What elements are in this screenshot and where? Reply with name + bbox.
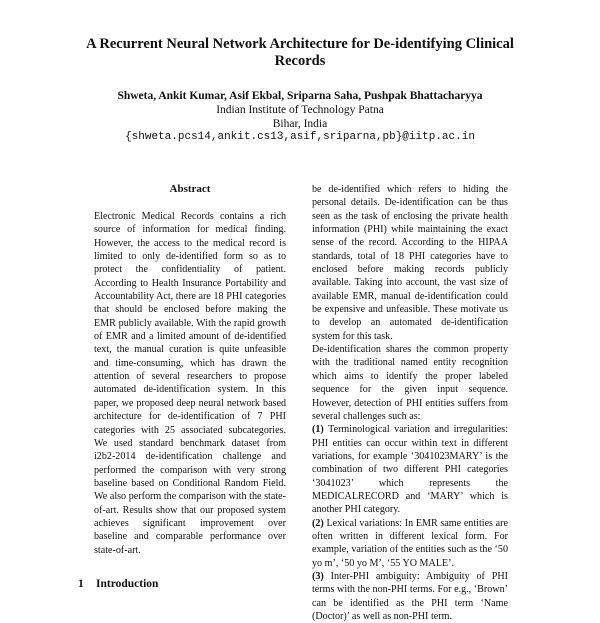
challenge-item-2 [312,517,508,570]
title-line-2: Records [274,53,326,69]
item-2-label: (2) [312,517,324,529]
intro-paragraph-1: be de-identified which refers to hiding the personal details. De-identification can be thus seen as the task of enclosing the private health information (PHI) while maintaining the exact sense of the record. According to the HIPAA standards, total of 18 PHI categories have to enclosed before making records publicly available. Taking into account, the vast size of available EMR, manual de-identification could be expensive and unfeasible. These motivate us to develop an automated de-identification system for this task. [312,184,508,342]
author-block [60,90,540,145]
location: Bihar, India [272,117,328,130]
abstract-heading: Abstract [169,183,211,195]
item-1-text: Terminological variation and irregularities: PHI entities can occur within text in different variations, for example ‘3041023MARY’ is the combination of two different PHI categories ‘3041023’ which represents the MEDICALRECORD and ‘MARY’ which is another PHI category. [312,424,508,516]
challenge-item-1 [312,423,508,516]
author-emails: {shweta.pcs14,ankit.cs13,asif,sriparna,pb}@iitp.ac.in [125,131,475,144]
section-title: Introduction [96,578,159,590]
author-names: Shweta, Ankit Kumar, Asif Ekbal, Sriparna Saha, Pushpak Bhattacharyya [117,90,483,102]
left-column [94,183,286,557]
item-3-text: Inter-PHI ambiguity: Ambiguity of PHI terms with the non-PHI terms. For e.g., ‘Brown’ can be identified as the PHI term ‘Name (Doctor)’ as well as non-PHI term. [312,570,508,622]
item-3-label: (3) [312,570,324,582]
title-line-1: A Recurrent Neural Network Architecture for De-identifying Clinical [86,36,514,52]
right-column [312,183,508,623]
item-1-label: (1) [312,424,324,436]
item-2-text: Lexical variations: In EMR same entities are often written in different lexical form. For example, variation of the entities such as the ‘50 yo m’, ‘50 yo M’, ‘55 YO MALE’. [312,517,508,569]
abstract-text: Electronic Medical Records contains a rich source of information for medical finding. However, the access to the medical record is limited to only de-identified form so as to protect the confidentiality of patient. According to Health Insurance Portability and Accountability Act, there are 18 PHI categories that should be enclosed before making the EMR publicly available. With the rapid growth of EMR and a limited amount of de-identified text, the manual curation is quite unfeasible and time-consuming, which has drawn the attention of several researchers to propose automated de-identification system. In this paper, we proposed deep neural network based architecture for de-identification of 7 PHI categories with 25 associated subcategories. We used standard benchmark dataset from i2b2-2014 de-identification challenge and performed the comparison with very strong baseline based on Conditional Random Field. We also perform the comparison with the state-of-art. Results show that our proposed system achieves significant improvement over baseline and comparable performance over state-of-art. [94,211,286,556]
section-number: 1 [78,578,84,590]
affiliation: Indian Institute of Technology Patna [216,103,384,116]
section-heading-introduction [78,578,158,590]
paper-title [60,36,540,70]
challenge-item-3 [312,570,508,623]
intro-paragraph-2: De-identification shares the common property with the traditional named entity recognition which aims to identify the proper labeled sequence for the given input sequence. However, detection of PHI entities suffers from several challenges such as: [312,344,508,422]
